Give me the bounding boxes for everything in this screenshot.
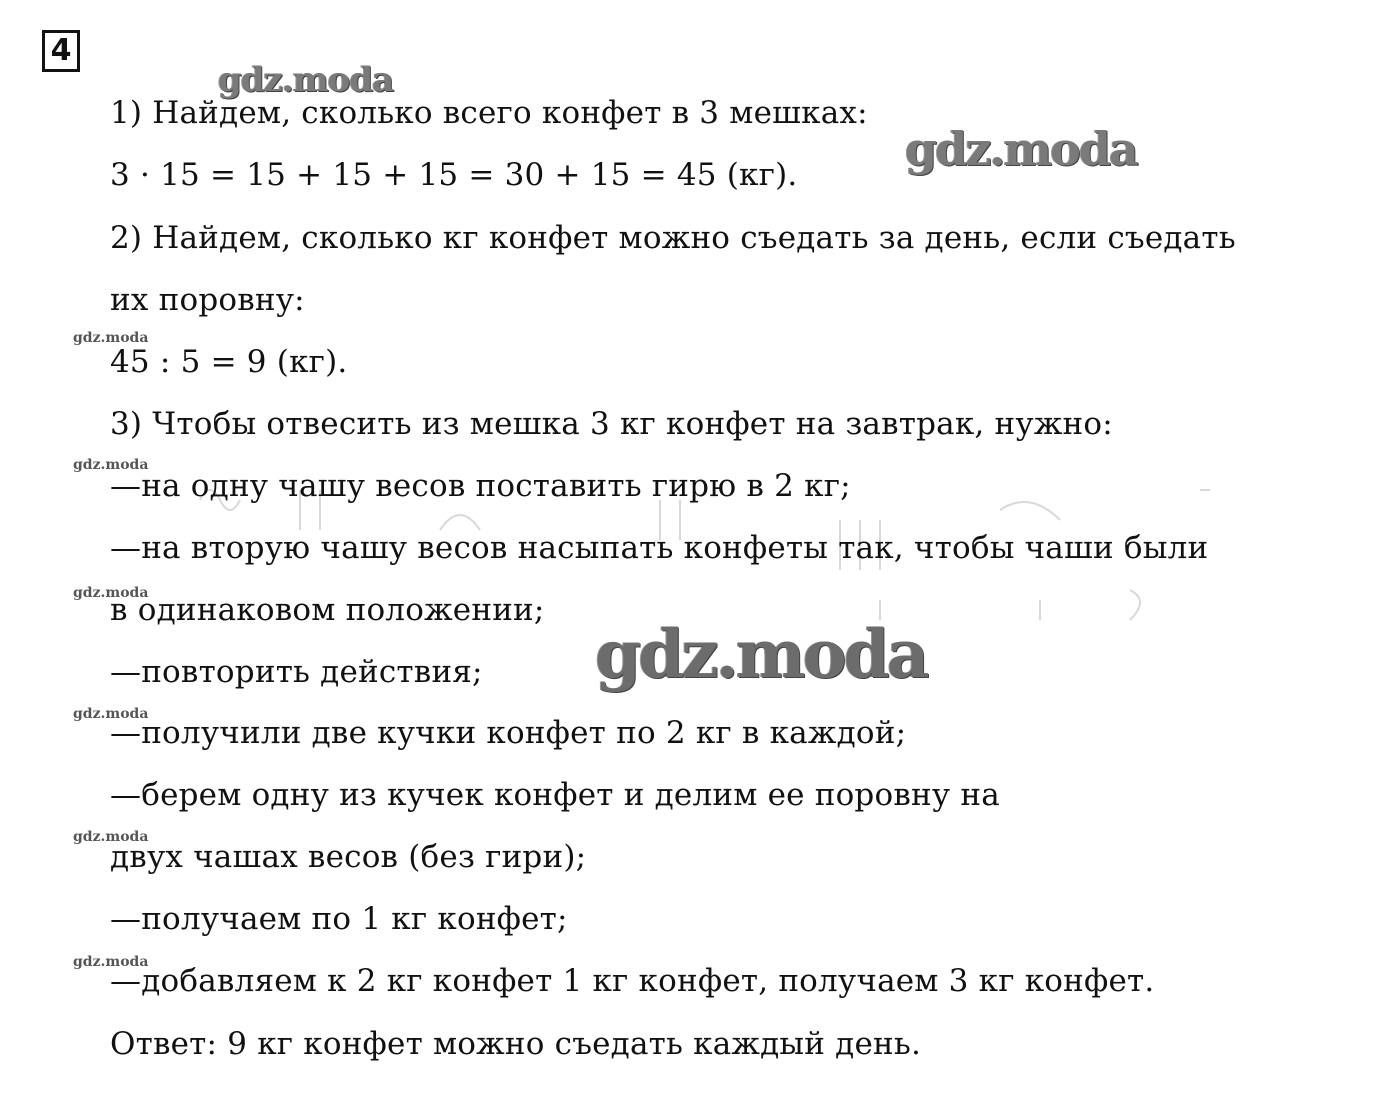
answer-line: Ответ: 9 кг конфет можно съедать каждый день. [110,1026,922,1062]
watermark-small: gdz.moda [73,706,149,722]
solution-line: 3) Чтобы отвесить из мешка 3 кг конфет на завтрак, нужно: [110,406,1113,442]
solution-line: —повторить действия; [110,654,483,690]
solution-line: —получили две кучки конфет по 2 кг в каждой; [110,715,907,751]
watermark-small: gdz.moda [73,829,149,845]
watermark-small: gdz.moda [73,457,149,473]
watermark-small: gdz.moda [73,954,149,970]
solution-line: —получаем по 1 кг конфет; [110,901,568,937]
solution-line: двух чашах весов (без гири); [110,839,587,875]
watermark-right: gdz.moda [905,122,1137,176]
solution-line: 45 : 5 = 9 (кг). [110,344,348,380]
watermark-center: gdz.moda [595,615,927,693]
task-number-box: 4 [42,30,80,72]
solution-line: —добавляем к 2 кг конфет 1 кг конфет, получаем 3 кг конфет. [110,963,1155,999]
solution-line: их поровну: [110,282,305,318]
solution-line: —берем одну из кучек конфет и делим ее поровну на [110,777,1000,813]
watermark-small: gdz.moda [73,330,149,346]
solution-line: в одинаковом положении; [110,592,545,628]
watermark-small: gdz.moda [73,585,149,601]
watermark-top: gdz.moda [218,60,394,100]
solution-line: —на вторую чашу весов насыпать конфеты так, чтобы чаши были [110,530,1209,566]
solution-line: 2) Найдем, сколько кг конфет можно съедать за день, если съедать [110,220,1236,256]
solution-line: —на одну чашу весов поставить гирю в 2 кг; [110,468,851,504]
solution-line: 1) Найдем, сколько всего конфет в 3 мешках: [110,95,868,131]
solution-line: 3 · 15 = 15 + 15 + 15 = 30 + 15 = 45 (кг). [110,157,798,193]
